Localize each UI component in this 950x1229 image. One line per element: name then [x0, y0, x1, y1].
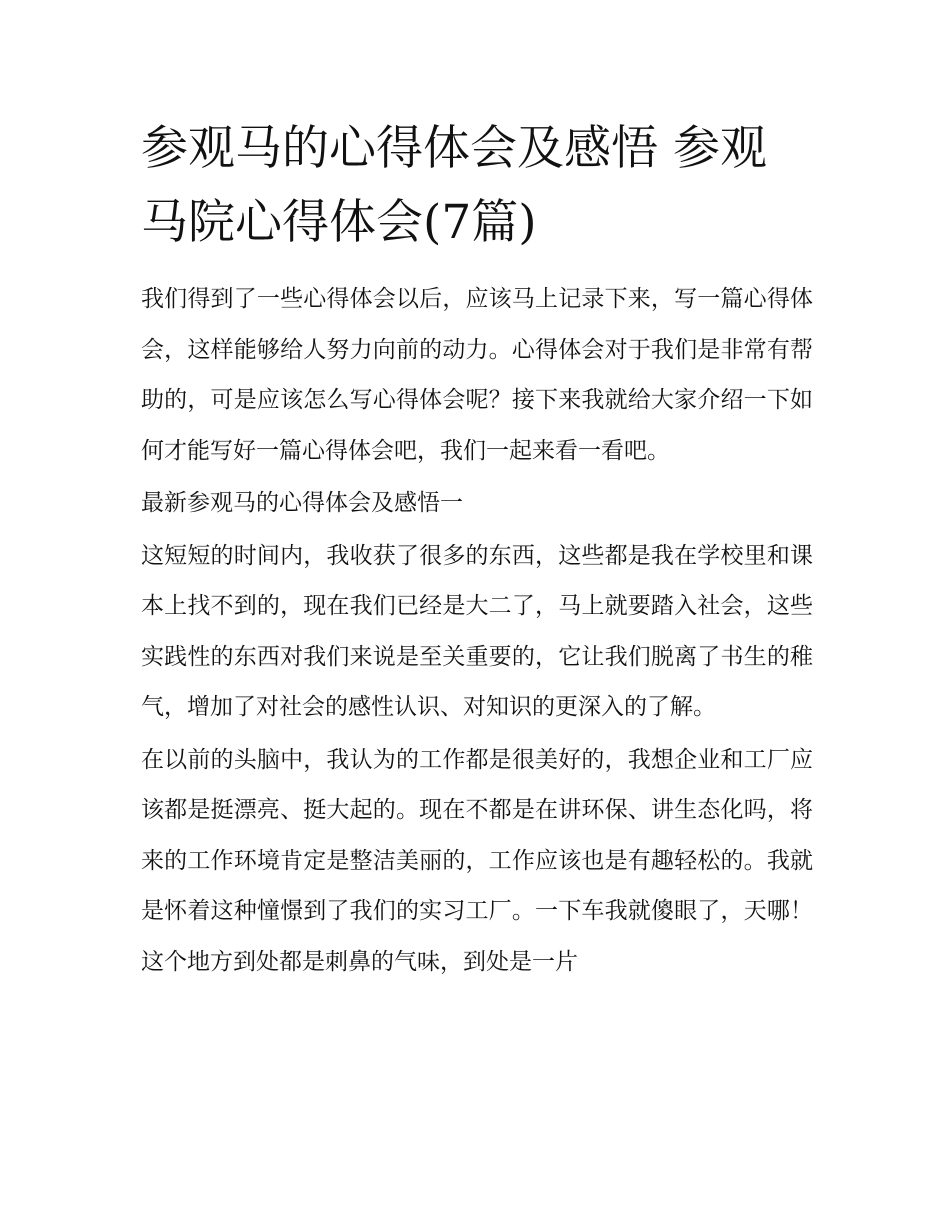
document-title: 参观马的心得体会及感悟 参观马院心得体会(7篇) [141, 121, 767, 250]
body-paragraph: 这短短的时间内，我收获了很多的东西，这些都是我在学校里和课本上找不到的，现在我们已经是大二了，马上就要踏入社会，这些实践性的东西对我们来说是至关重要的，它让我们脱离了书生的稚气，增加了对社会的感性认识、对知识的更深入的了解。 [141, 542, 813, 720]
body-paragraph: 在以前的头脑中，我认为的工作都是很美好的，我想企业和工厂应该都是挺漂亮、挺大起的。现在不都是在讲环保、讲生态化吗，将来的工作环境肯定是整洁美丽的，工作应该也是有趣轻松的。我就是怀着这种憧憬到了我们的实习工厂。一下车我就傻眼了，天哪！这个地方到处都是刺鼻的气味，到处是一片 [141, 746, 813, 975]
intro-paragraph: 我们得到了一些心得体会以后，应该马上记录下来，写一篇心得体会，这样能够给人努力向前的动力。心得体会对于我们是非常有帮助的，可是应该怎么写心得体会呢？接下来我就给大家介绍一下如何才能写好一篇心得体会吧，我们一起来看一看吧。 [141, 286, 813, 464]
document-body [141, 112, 813, 989]
section-heading: 最新参观马的心得体会及感悟一 [141, 490, 463, 516]
